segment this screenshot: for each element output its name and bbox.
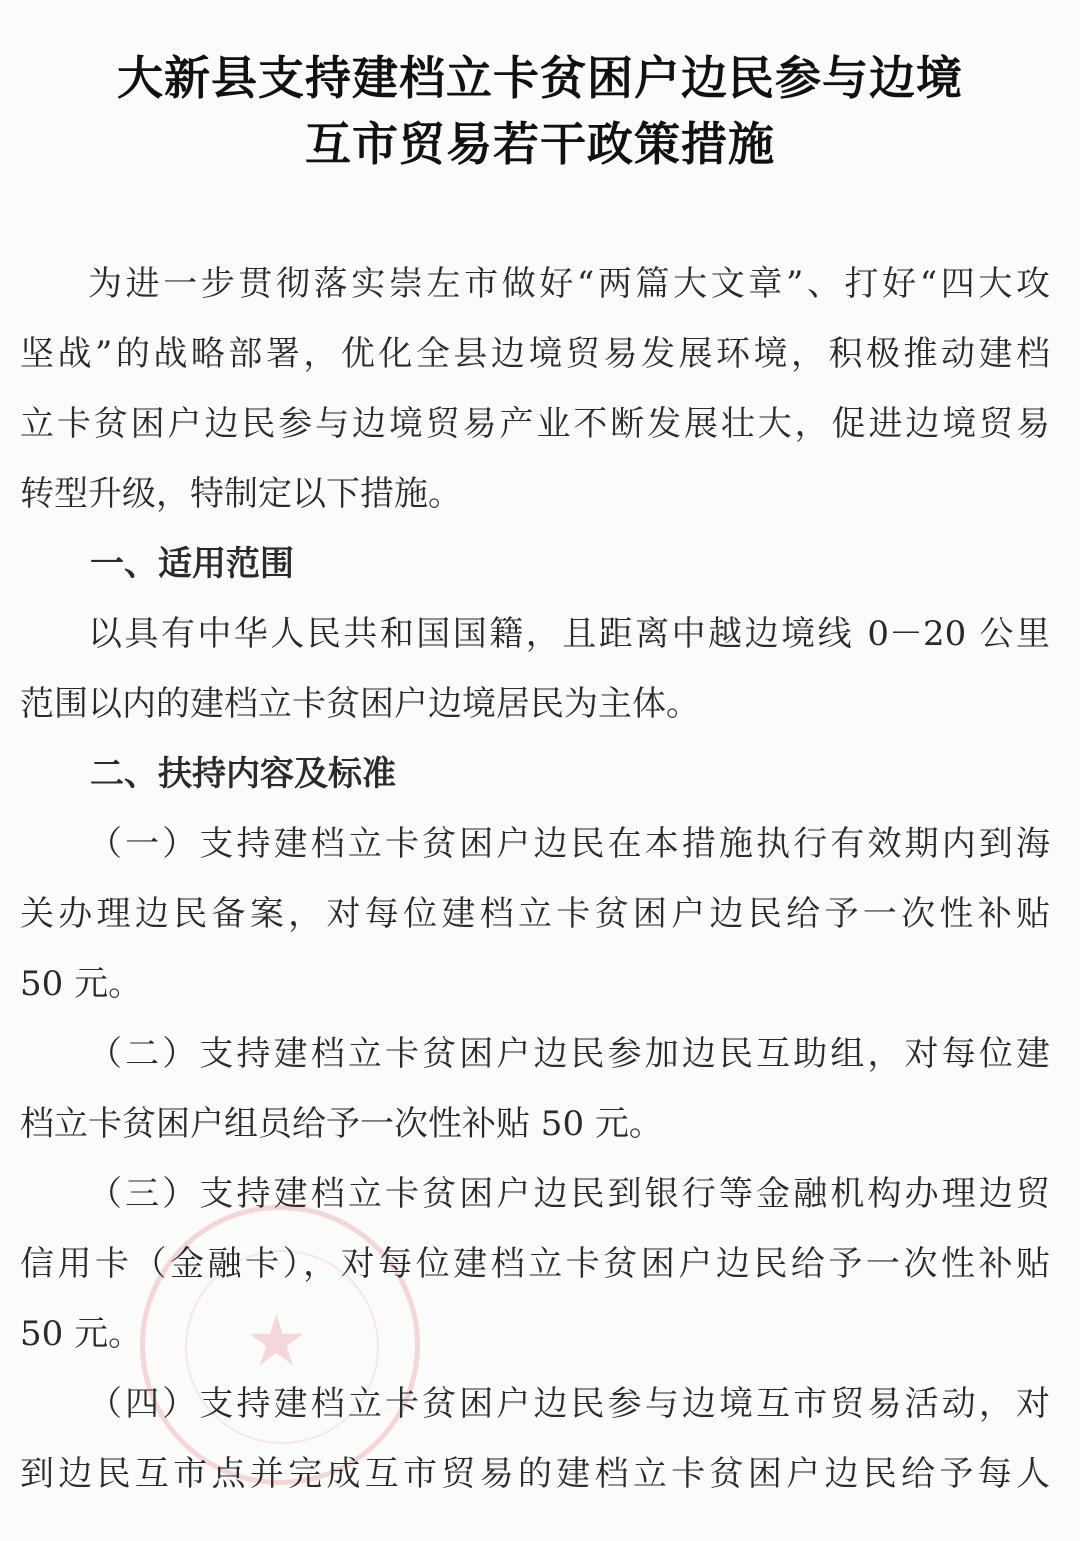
item-line: 信用卡（金融卡），对每位建档立卡贫困户边民给予一次性补贴 bbox=[20, 1244, 1050, 1284]
section-heading-scope: 一、适用范围 bbox=[90, 544, 294, 584]
item-line: （一）支持建档立卡贫困户边民在本措施执行有效期内到海 bbox=[88, 824, 1050, 864]
item-line: （三）支持建档立卡贫困户边民到银行等金融机构办理边贸 bbox=[88, 1174, 1050, 1214]
item-line: 档立卡贫困户组员给予一次性补贴 50 元。 bbox=[20, 1104, 663, 1144]
document-title-line-2: 互市贸易若干政策措施 bbox=[305, 117, 775, 171]
intro-line: 转型升级，特制定以下措施。 bbox=[20, 474, 462, 514]
item-line: 50 元。 bbox=[20, 1314, 143, 1354]
item-line: 关办理边民备案，对每位建档立卡贫困户边民给予一次性补贴 bbox=[20, 894, 1050, 934]
intro-line: 坚战”的战略部署，优化全县边境贸易发展环境，积极推动建档 bbox=[20, 334, 1050, 374]
intro-line: 立卡贫困户边民参与边境贸易产业不断发展壮大，促进边境贸易 bbox=[20, 404, 1050, 444]
scope-line: 以具有中华人民共和国国籍，且距离中越边境线 0－20 公里 bbox=[88, 614, 1050, 654]
seal-star-icon: ★ bbox=[245, 1300, 308, 1382]
item-line: 到边民互市点并完成互市贸易的建档立卡贫困户边民给予每人 bbox=[20, 1454, 1050, 1494]
item-line: （二）支持建档立卡贫困户边民参加边民互助组，对每位建 bbox=[88, 1034, 1050, 1074]
document-title-line-1: 大新县支持建档立卡贫困户边民参与边境 bbox=[117, 51, 963, 105]
item-line: 50 元。 bbox=[20, 964, 143, 1004]
intro-line: 为进一步贯彻落实崇左市做好“两篇大文章”、打好“四大攻 bbox=[88, 264, 1050, 304]
section-heading-support: 二、扶持内容及标准 bbox=[90, 754, 396, 794]
scope-line: 范围以内的建档立卡贫困户边境居民为主体。 bbox=[20, 684, 700, 724]
item-line: （四）支持建档立卡贫困户边民参与边境互市贸易活动，对 bbox=[88, 1384, 1050, 1424]
